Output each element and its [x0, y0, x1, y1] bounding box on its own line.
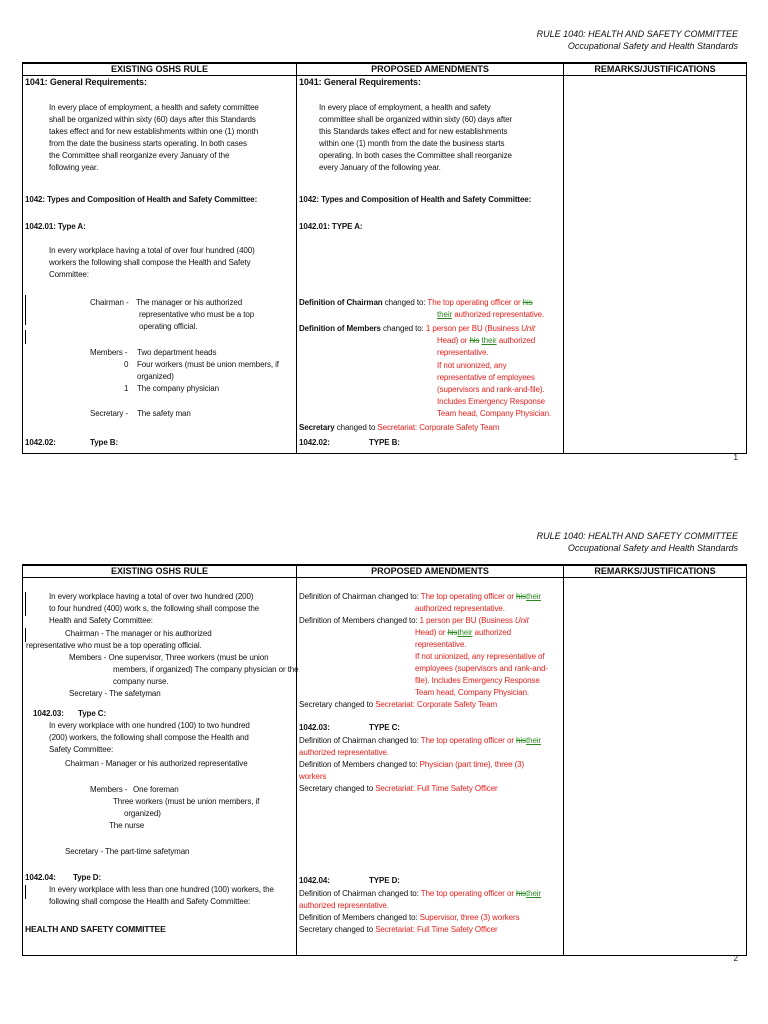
revision-bar [25, 592, 26, 616]
amended-text: representative. [415, 640, 467, 649]
definition-label: Secretary [299, 423, 335, 432]
amended-text: 1 person per BU (Business [425, 324, 519, 333]
chairman-label: Chairman - [90, 298, 129, 307]
deleted-text: his [516, 736, 526, 745]
inserted-text: their [457, 628, 473, 637]
inserted-text: their [525, 736, 542, 745]
secretary-line: Secretary - The safetyman [69, 689, 161, 698]
changed-to-text: changed to: [384, 298, 426, 307]
col-header-proposed: PROPOSED AMENDMENTS [297, 565, 564, 578]
page-number: 1 [733, 453, 738, 462]
section-104203-type: Type C: [78, 709, 107, 718]
deleted-text: his [516, 592, 526, 601]
section-104201-title: 1042.01: Type A: [25, 222, 86, 231]
changed-to-text: changed to: [383, 324, 424, 333]
secretary-amendment-line [299, 700, 497, 710]
changed-to-text: Secretary changed to [299, 925, 374, 934]
list-bullet: 0 [124, 360, 129, 369]
col-header-existing: EXISTING OSHS RULE [23, 63, 297, 76]
typeC-secretary-line: Secretary - The part-time safetyman [65, 847, 190, 856]
amended-text: file). Includes Emergency Response [415, 676, 540, 685]
amended-text: If not unionized, any representative of [415, 652, 545, 661]
amended-text: (supervisors and rank-and-file). [437, 385, 545, 394]
inserted-text: their [481, 336, 497, 345]
amended-text: Unit [521, 324, 535, 333]
inserted-text: their [437, 310, 453, 319]
amended-text: Unit [514, 616, 529, 625]
chairman-line: representative who must be a top operating official. [26, 641, 202, 650]
comparison-table [22, 564, 747, 956]
definition-label: Definition of Members changed to: [299, 616, 418, 625]
chairman-text: operating official. [139, 322, 198, 331]
paragraph-line: Safety Committee: [49, 745, 114, 754]
paragraph-line: from the date the business starts operating. In both cases [49, 139, 247, 148]
proposed-amendments-cell [297, 76, 564, 454]
section-104203-title: 1042.03: [33, 709, 64, 718]
chairman-line: Chairman - The manager or his authorized [65, 629, 212, 638]
members-item: The company physician [137, 384, 219, 393]
paragraph-line: shall be organized within sixty (60) days after this Standards [49, 115, 256, 124]
amended-text: Includes Emergency Response [437, 397, 546, 406]
amended-text: authorized representative. [415, 604, 505, 613]
col-header-remarks: REMARKS/JUSTIFICATIONS [564, 565, 747, 578]
typeC-members-label: Members - [90, 785, 128, 794]
paragraph-line: following year. [49, 163, 99, 172]
amended-text: The top operating officer or [420, 736, 514, 745]
definition-label: Definition of Members changed to: [299, 760, 418, 769]
members-item: Four workers (must be union members, if [137, 360, 279, 369]
deleted-text: his [522, 298, 533, 307]
definition-label: Definition of Chairman changed to: [299, 736, 419, 745]
changed-to-text: Secretary changed to [299, 700, 374, 709]
revision-bar [25, 295, 26, 325]
inserted-text: their [525, 592, 542, 601]
amended-text: The top operating officer or [420, 592, 514, 601]
remarks-cell [564, 76, 747, 454]
paragraph-line: Health and Safety Committee: [49, 616, 153, 625]
typeC-member-item: Three workers (must be union members, if [113, 797, 260, 806]
chairman-amendment-line [299, 298, 533, 308]
page-header [537, 28, 738, 52]
amended-text: authorized representative. [454, 310, 545, 319]
page-number: 2 [733, 954, 738, 963]
amended-text: Physician (part time), three (3) [419, 760, 525, 769]
typeC-member-item: The nurse [109, 821, 145, 830]
typeC-chairman-line: Chairman - Manager or his authorized representative [65, 759, 248, 768]
paragraph-line: workers the following shall compose the Health and Safety [49, 258, 251, 267]
revision-bar [25, 628, 26, 642]
amended-text: Team head, Company Physician. [437, 409, 552, 418]
deleted-text: his [469, 336, 480, 345]
definition-label: Definition of Chairman [299, 298, 383, 307]
section-104202-title: 1042.02: [299, 438, 330, 447]
section-1041-title: 1041: General Requirements: [299, 77, 421, 87]
amended-text: representative. [437, 348, 489, 357]
section-104202-type: Type B: [90, 438, 119, 447]
amended-text: Secretariat: Corporate Safety Team [377, 423, 500, 432]
amended-text: authorized [474, 628, 511, 637]
changed-to-text: Secretary changed to [299, 784, 374, 793]
section-1042-title: 1042: Types and Composition of Health and Safety Committee: [299, 195, 532, 204]
members-text: Two department heads [137, 348, 217, 357]
paragraph-line: operating. In both cases the Committee shall reorganize [319, 151, 512, 160]
document-page-2 [0, 512, 768, 1024]
amended-text: The top operating officer or [427, 298, 521, 307]
paragraph-line: (200) workers, the following shall compose the Health and [49, 733, 249, 742]
members-amendment-line [299, 760, 524, 770]
paragraph-line: to four hundred (400) work s, the following shall compose the [49, 604, 260, 613]
existing-rule-cell [23, 76, 297, 454]
amended-text: representative of employees [437, 373, 535, 382]
amended-text: Head) or [437, 336, 468, 345]
members-label: Members - [90, 348, 128, 357]
members-line: company nurse. [113, 677, 169, 686]
members-line: members, if organized) The company physician or the [113, 665, 299, 674]
definition-label: Definition of Members changed to: [299, 913, 418, 922]
members-amendment-line [437, 336, 535, 346]
secretary-amendment-line [299, 925, 498, 935]
chairman-amendment-line [437, 310, 544, 320]
section-104202-type: TYPE B: [369, 438, 400, 447]
list-bullet: 1 [124, 384, 129, 393]
paragraph-line: committee shall be organized within sixty (60) days after [319, 115, 513, 124]
secretary-amendment-line [299, 784, 498, 794]
definition-label: Definition of Members [299, 324, 381, 333]
amended-text: workers [299, 772, 327, 781]
col-header-existing: EXISTING OSHS RULE [23, 565, 297, 578]
amended-text: Secretariat: Full Time Safety Officer [375, 784, 498, 793]
secretary-label: Secretary - [90, 409, 129, 418]
section-104202-title: 1042.02: [25, 438, 56, 447]
amended-text: Secretariat: Corporate Safety Team [375, 700, 498, 709]
section-104203-type: TYPE C: [369, 723, 400, 732]
amended-text: 1 person per BU (Business [419, 616, 513, 625]
amended-text: Team head, Company Physician. [415, 688, 530, 697]
paragraph-line: In every workplace with less than one hundred (100) workers, the [49, 885, 274, 894]
paragraph-line: this Standards takes effect and for new establishments [319, 127, 508, 136]
amended-text: authorized representative. [299, 748, 389, 757]
changed-to-text: changed to [336, 423, 376, 432]
typeC-member-item: One foreman [133, 785, 179, 794]
paragraph-line: In every workplace having a total of over two hundred (200) [49, 592, 254, 601]
amended-text: employees (supervisors and rank-and- [415, 664, 548, 673]
section-104204-title: 1042.04: [299, 876, 330, 885]
paragraph-line: Committee: [49, 270, 89, 279]
paragraph-line: the Committee shall reorganize every January of the [49, 151, 230, 160]
paragraph-line: In every place of employment, a health and safety [319, 103, 491, 112]
amended-text: If not unionized, any [437, 361, 507, 370]
comparison-table [22, 62, 747, 454]
members-item: organized) [137, 372, 174, 381]
amended-text: Secretariat: Full Time Safety Officer [375, 925, 498, 934]
secretary-text: The safety man [137, 409, 191, 418]
paragraph-line: In every place of employment, a health and safety committee [49, 103, 259, 112]
inserted-text: their [525, 889, 542, 898]
secretary-amendment-line [299, 423, 499, 433]
section-104204-type: TYPE D: [369, 876, 400, 885]
definition-label: Definition of Chairman changed to: [299, 592, 419, 601]
chairman-amendment-line [299, 736, 541, 746]
members-amendment-line [299, 913, 519, 923]
hsc-label: HEALTH AND SAFETY COMMITTEE [25, 924, 166, 934]
paragraph-line: within one (1) month from the date the business starts [319, 139, 505, 148]
amended-text: Head) or [415, 628, 446, 637]
proposed-amendments-cell [297, 578, 564, 956]
amended-text: The top operating officer or [420, 889, 514, 898]
paragraph-line: every January of the following year. [319, 163, 441, 172]
revision-bar [25, 885, 26, 899]
paragraph-line: takes effect and for new establishments within one (1) month [49, 127, 259, 136]
chairman-text: The manager or his authorized [136, 298, 243, 307]
section-1042-title: 1042: Types and Composition of Health and Safety Committee: [25, 195, 258, 204]
typeC-member-item: organized) [124, 809, 161, 818]
col-header-proposed: PROPOSED AMENDMENTS [297, 63, 564, 76]
chairman-amendment-line [299, 889, 541, 899]
paragraph-line: In every workplace with one hundred (100) to two hundred [49, 721, 250, 730]
section-104201-title: 1042.01: TYPE A: [299, 222, 363, 231]
paragraph-line: In every workplace having a total of over four hundred (400) [49, 246, 255, 255]
deleted-text: his [516, 889, 526, 898]
amended-text: Supervisor, three (3) workers [419, 913, 520, 922]
existing-rule-cell [23, 578, 297, 956]
members-amendment-line [299, 616, 529, 626]
rule-subtitle: Occupational Safety and Health Standards [567, 41, 738, 51]
section-104204-type: Type D: [73, 873, 102, 882]
col-header-remarks: REMARKS/JUSTIFICATIONS [564, 63, 747, 76]
revision-bar [25, 330, 26, 344]
chairman-text: representative who must be a top [139, 310, 255, 319]
members-line: Members - One supervisor, Three workers (must be union [69, 653, 269, 662]
section-1041-title: 1041: General Requirements: [25, 77, 147, 87]
rule-subtitle: Occupational Safety and Health Standards [567, 543, 738, 553]
rule-title: RULE 1040: HEALTH AND SAFETY COMMITTEE [536, 531, 738, 541]
chairman-amendment-line [299, 592, 541, 602]
deleted-text: his [447, 628, 458, 637]
members-amendment-line [299, 324, 535, 334]
rule-title: RULE 1040: HEALTH AND SAFETY COMMITTEE [536, 29, 738, 39]
remarks-cell [564, 578, 747, 956]
section-104204-title: 1042.04: [25, 873, 56, 882]
page-header [537, 530, 738, 554]
paragraph-line: following shall compose the Health and Safety Committee: [49, 897, 251, 906]
amended-text: authorized [496, 336, 536, 345]
members-amendment-line [415, 628, 511, 638]
amended-text: authorized representative. [299, 901, 389, 910]
definition-label: Definition of Chairman changed to: [299, 889, 419, 898]
section-104203-title: 1042.03: [299, 723, 330, 732]
